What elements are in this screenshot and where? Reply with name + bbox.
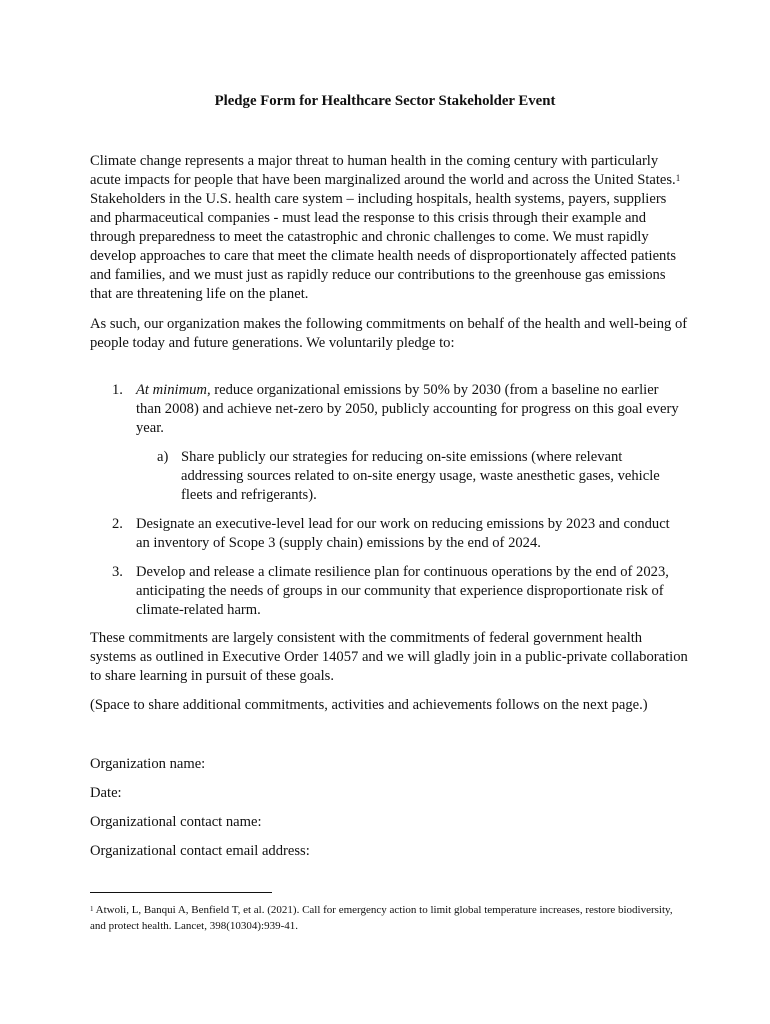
intro-text-part1: Climate change represents a major threat to human health in the coming century with particularly acute impacts for people that have been marginalized around the world and across the United States. (90, 153, 676, 188)
commitment-emphasis: At minimum (136, 382, 207, 398)
intro-paragraph (90, 152, 690, 304)
organization-name-field: Organization name: (90, 756, 206, 772)
consistency-paragraph: These commitments are largely consistent with the commitments of federal government health systems as outlined in Executive Order 14057 and we will gladly join in a public-private collaboration to share learning in pursuit of these goals. (90, 630, 688, 684)
page-title: Pledge Form for Healthcare Sector Stakeholder Event (214, 93, 556, 109)
contact-name-field: Organizational contact name: (90, 814, 262, 830)
intro-text-part2: Stakeholders in the U.S. health care system – including hospitals, health systems, payers, suppliers and pharmaceutical companies - must lead the response to this crisis through their example and through preparedness to meet the catastrophic and chronic challenges to come. We must rapidly develop approaches to care that meet the climate health needs of disproportionately affected patients and families, and we must just as rapidly reduce our contributions to the greenhouse gas emissions that are threatening life on the planet. (90, 191, 677, 302)
footnote (90, 902, 690, 934)
contact-email-field: Organizational contact email address: (90, 843, 310, 859)
commitment-text: At minimum, reduce organizational emissions by 50% by 2030 (from a baseline no earlier than 2008) and achieve net-zero by 2050, publicly accounting for progress on this goal every year. (136, 382, 679, 436)
pledge-intro-paragraph: As such, our organization makes the following commitments on behalf of the health and well-being of people today and future generations. We voluntarily pledge to: (90, 316, 688, 351)
subitem-text: Share publicly our strategies for reducing on-site emissions (where relevant addressing sources related to on-site energy usage, waste anesthetic gases, vehicle fleets and refrigerants). (181, 449, 660, 503)
commitment-text: Designate an executive-level lead for our work on reducing emissions by 2023 and conduct an inventory of Scope 3 (supply chain) emissions by the end of 2024. (136, 516, 670, 551)
footnote-number: 1 (90, 905, 94, 913)
commitment-number: 1. (112, 382, 123, 398)
subitem-letter: a) (157, 449, 169, 465)
commitment-text: Develop and release a climate resilience plan for continuous operations by the end of 2023, anticipating the needs of groups in our community that experience disproportionate risk of climate-related harm. (136, 564, 669, 618)
footnote-reference: 1 (675, 173, 681, 183)
commitment-number: 2. (112, 516, 123, 532)
space-note: (Space to share additional commitments, activities and achievements follows on the next page.) (90, 697, 648, 713)
footnote-text: Atwoli, L, Banqui A, Benfield T, et al. (2021). Call for emergency action to limit global temperature increases, restore biodiversity, and protect health. Lancet, 398(10304):939-41. (90, 904, 673, 932)
date-field: Date: (90, 785, 122, 801)
commitment-number: 3. (112, 564, 123, 580)
footnote-divider (90, 892, 272, 893)
